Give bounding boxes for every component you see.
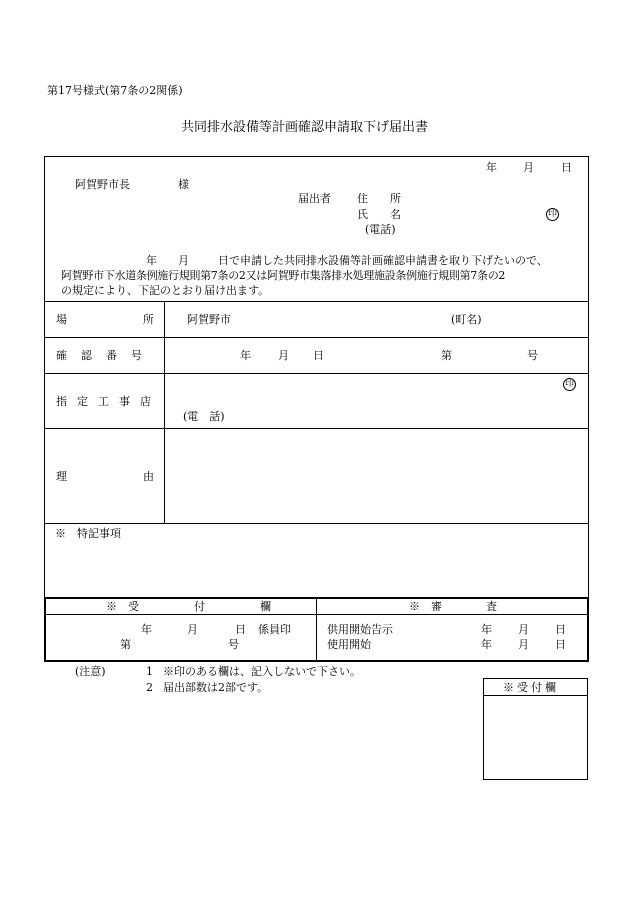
column-divider [164,301,165,523]
location-town: (町名) [451,313,482,326]
notes-label: (注意) [75,665,106,678]
confirmation-day: 日 [313,349,324,362]
contractor-seal: 印 [564,379,574,389]
phone-label: (電話) [365,223,396,236]
special-notes-label: ※ 特記事項 [55,527,121,540]
location-city: 阿賀野市 [187,313,231,326]
supply-day: 日 [555,623,566,636]
header-day: 日 [561,161,572,174]
header-month: 月 [523,161,534,174]
honorific: 様 [178,178,189,191]
statement-line2: 阿賀野市下水道条例施行規則第7条の2又は阿賀野市集落排水処理施設条例施行規則第7条の2 [61,269,506,282]
supply-month: 月 [518,623,529,636]
location-label-a: 場 [56,313,67,326]
form-number: 第17号様式(第7条の2関係) [47,84,183,97]
divider [44,373,589,374]
confirmation-label: 確認番号 [56,349,156,362]
review-header: ※ 審 査 [409,600,497,613]
contractor-phone: (電 話) [183,410,225,423]
office-month: 月 [187,623,198,636]
confirmation-month: 月 [278,349,289,362]
supply-notice-label: 供用開始告示 [327,623,393,636]
note-1: ※印のある欄は、記入しないで下さい。 [163,665,361,678]
divider [44,337,589,338]
reception-stamp-label: ※受付欄 [503,681,559,694]
clerk-seal-label: 係員印 [258,623,291,636]
reception-header: ※ 受 付 欄 [106,600,271,613]
contractor-label: 指定工事店 [56,395,161,408]
divider [44,523,589,524]
name-label: 氏 名 [357,208,401,221]
reason-label-b: 由 [143,470,154,483]
page-title: 共同排水設備等計画確認申請取下げ届出書 [181,120,429,135]
use-day: 日 [555,638,566,651]
applicant-seal: 印 [547,209,557,219]
office-column-divider [316,597,317,662]
applicant-label: 届出者 [298,192,331,205]
use-year: 年 [481,638,492,651]
use-start-label: 使用開始 [327,638,371,651]
office-day: 日 [235,623,246,636]
office-dai: 第 [120,638,131,651]
statement-line1: 日で申請した共同排水設備等計画確認申請書を取り下げたいので、 [218,254,548,267]
location-label-b: 所 [143,313,154,326]
statement-line3: の規定により、下記のとおり届け出ます。 [61,284,270,297]
form-frame [44,156,589,662]
header-year: 年 [486,161,497,174]
divider [44,301,589,302]
statement-year: 年 [146,254,157,267]
divider [44,428,589,429]
confirmation-go: 号 [527,349,538,362]
addressee: 阿賀野市長 [75,178,130,191]
reception-stamp-divider [483,695,588,696]
use-month: 月 [518,638,529,651]
note-2: 届出部数は2部です。 [163,681,269,694]
confirmation-dai: 第 [441,349,452,362]
statement-month: 月 [178,254,189,267]
address-label: 住 所 [357,192,401,205]
office-year: 年 [141,623,152,636]
confirmation-year: 年 [240,349,251,362]
supply-year: 年 [481,623,492,636]
note-2-number: 2 [146,681,153,694]
office-go: 号 [228,638,239,651]
reason-label-a: 理 [56,470,67,483]
note-1-number: 1 [146,665,153,678]
